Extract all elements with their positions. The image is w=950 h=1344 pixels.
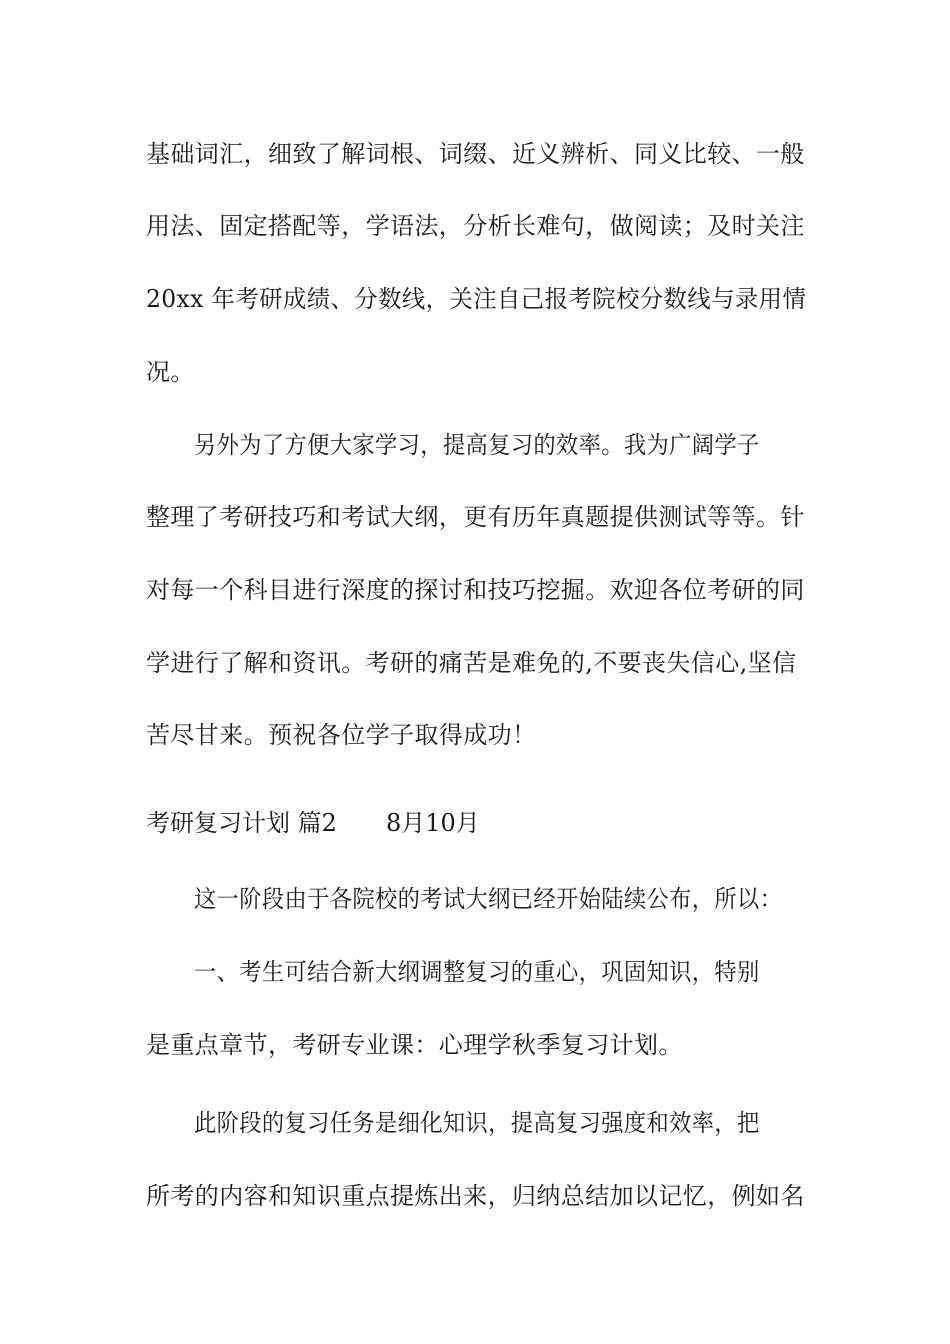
paragraph-2-line-4: 学进行了解和资讯。考研的痛苦是难免的,不要丧失信心,坚信	[146, 649, 797, 677]
paragraph-2-line-3: 对每一个科目进行深度的探讨和技巧挖掘。欢迎各位考研的同	[146, 576, 805, 604]
paragraph-5-line-1: 此阶段的复习任务是细化知识，提高复习强度和效率，把	[194, 1109, 760, 1137]
paragraph-2-line-5: 苦尽甘来。预祝各位学子取得成功！	[146, 721, 537, 749]
section-heading-date: 8月10月	[386, 809, 480, 837]
paragraph-1-line-1: 基础词汇，细致了解词根、词缀、近义辨析、同义比较、一般	[146, 140, 805, 168]
paragraph-5-line-2: 所考的内容和知识重点提炼出来，归纳总结加以记忆，例如名	[146, 1182, 805, 1210]
paragraph-2-line-1: 另外为了方便大家学习，提高复习的效率。我为广阔学子	[194, 431, 760, 459]
paragraph-3-line-1: 这一阶段由于各院校的考试大纲已经开始陆续公布，所以：	[194, 885, 783, 913]
paragraph-1-line-3: 20xx 年考研成绩、分数线，关注自己报考院校分数线与录用情	[146, 285, 807, 313]
paragraph-1-line-2: 用法、固定搭配等，学语法，分析长难句，做阅读；及时关注	[146, 212, 805, 240]
paragraph-2-line-2: 整理了考研技巧和考试大纲，更有历年真题提供测试等等。针	[146, 503, 805, 531]
paragraph-1-line-4: 况。	[146, 358, 195, 386]
section-heading-title: 考研复习计划 篇2	[146, 809, 337, 837]
paragraph-4-line-2: 是重点章节，考研专业课：心理学秋季复习计划。	[146, 1031, 683, 1059]
paragraph-4-line-1: 一、考生可结合新大纲调整复习的重心，巩固知识，特别	[194, 958, 760, 986]
